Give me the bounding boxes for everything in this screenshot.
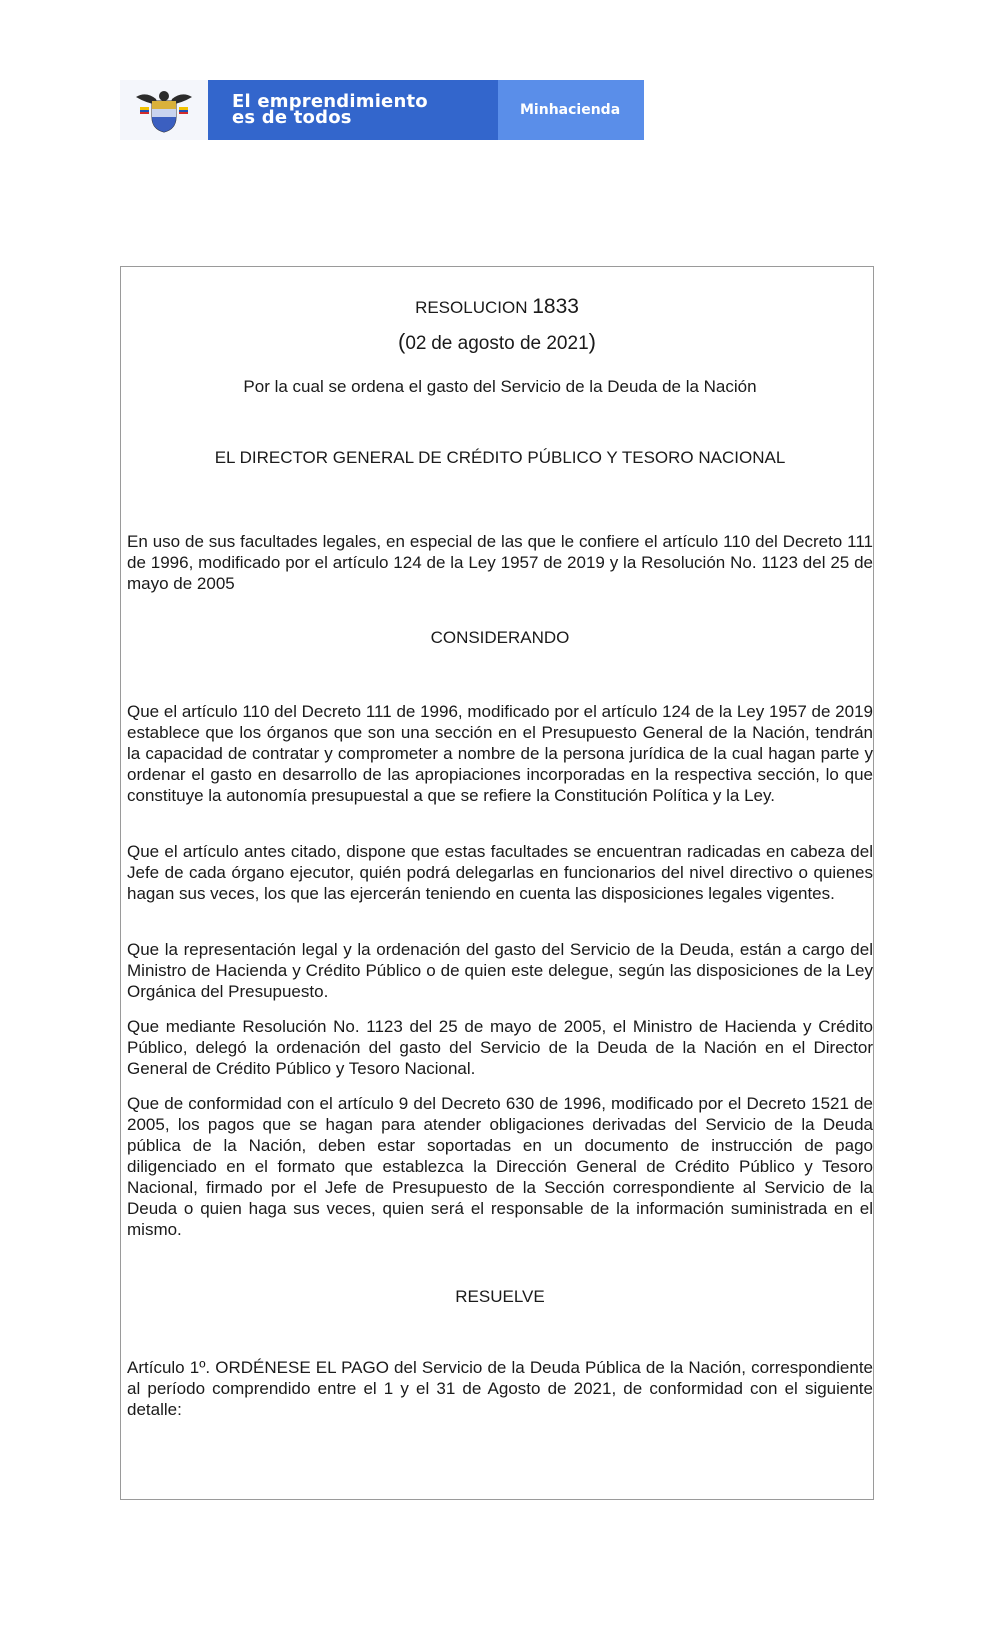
slogan-line-2: es de todos bbox=[232, 107, 352, 128]
considering-paragraph-1: Que el artículo 110 del Decreto 111 de 1996, modificado por el artículo 124 de la Ley 1957 de 2019 establece que los órganos que son una sección en el Presupuesto General de la Nación, tendrán la capacidad de contratar y comprometer a nombre de la persona jurídica de la cual hagan parte y ordenar el gasto en desarrollo de las apropiaciones incorporadas en la respectiva sección, lo que constituye la autonomía presupuestal a que se refiere la Constitución Política y la Ley. bbox=[127, 702, 873, 805]
date-close-paren: ) bbox=[588, 329, 596, 354]
ministry-name: Minhacienda bbox=[498, 80, 644, 140]
resolves-heading: RESUELVE bbox=[455, 1287, 545, 1306]
resolution-label: RESOLUCION bbox=[415, 298, 528, 317]
resolution-title bbox=[121, 295, 873, 319]
considering-paragraph-2: Que el artículo antes citado, dispone que estas facultades se encuentran radicadas en cabeza del Jefe de cada órgano ejecutor, quién podrá delegarlas en funcionarios del nivel directivo o quienes hagan sus veces, los que las ejercerán teniendo en cuenta las disposiciones legales vigentes. bbox=[127, 842, 873, 903]
colombia-coat-of-arms-icon bbox=[132, 87, 196, 133]
preamble: En uso de sus facultades legales, en especial de las que le confiere el artículo 110 del Decreto 111 de 1996, modificado por el artículo 124 de la Ley 1957 de 2019 y la Resolución No. 1123 del 25 de mayo de 2005 bbox=[127, 532, 873, 593]
crest-container bbox=[120, 80, 208, 140]
article-1: Artículo 1º. ORDÉNESE EL PAGO del Servicio de la Deuda Pública de la Nación, correspondiente al período comprendido entre el 1 y el 31 de Agosto de 2021, de conformidad con el siguiente detalle: bbox=[127, 1358, 873, 1419]
slogan bbox=[208, 80, 498, 140]
resolution-date bbox=[121, 329, 873, 355]
considering-heading: CONSIDERANDO bbox=[430, 628, 570, 647]
slogan-line-1: El emprendimiento bbox=[232, 91, 428, 112]
considering-paragraph-3: Que la representación legal y la ordenación del gasto del Servicio de la Deuda, están a cargo del Ministro de Hacienda y Crédito Público o de quien este delegue, según las disposiciones de la Ley Orgánica del Presupuesto. bbox=[127, 940, 873, 1001]
resolution-number: 1833 bbox=[532, 295, 579, 318]
resolution-subject: Por la cual se ordena el gasto del Servicio de la Deuda de la Nación bbox=[243, 377, 757, 396]
date-rest: de agosto de 2021 bbox=[431, 333, 589, 354]
date-open-paren: ( bbox=[398, 329, 406, 354]
considering-paragraph-4: Que mediante Resolución No. 1123 del 25 de mayo de 2005, el Ministro de Hacienda y Crédito Público, delegó la ordenación del gasto del Servicio de la Deuda de la Nación en el Director General de Crédito Público y Tesoro Nacional. bbox=[127, 1017, 873, 1078]
date-day: 02 bbox=[405, 333, 427, 354]
header-logo bbox=[120, 80, 644, 140]
considering-paragraph-5: Que de conformidad con el artículo 9 del Decreto 630 de 1996, modificado por el Decreto 1521 de 2005, los pagos que se hagan para atender obligaciones derivadas del Servicio de la Deuda pública de la Nación, deben estar soportadas en un documento de instrucción de pago diligenciado en el formato que establezca la Dirección General de Crédito Público y Tesoro Nacional, firmado por el Jefe de Presupuesto de la Sección correspondiente al Servicio de la Deuda o quien haga sus veces, quien será el responsable de la información suministrada en el mismo. bbox=[127, 1094, 873, 1239]
issuing-authority: EL DIRECTOR GENERAL DE CRÉDITO PÚBLICO Y TESORO NACIONAL bbox=[214, 448, 786, 467]
resolution-document bbox=[120, 266, 874, 1500]
